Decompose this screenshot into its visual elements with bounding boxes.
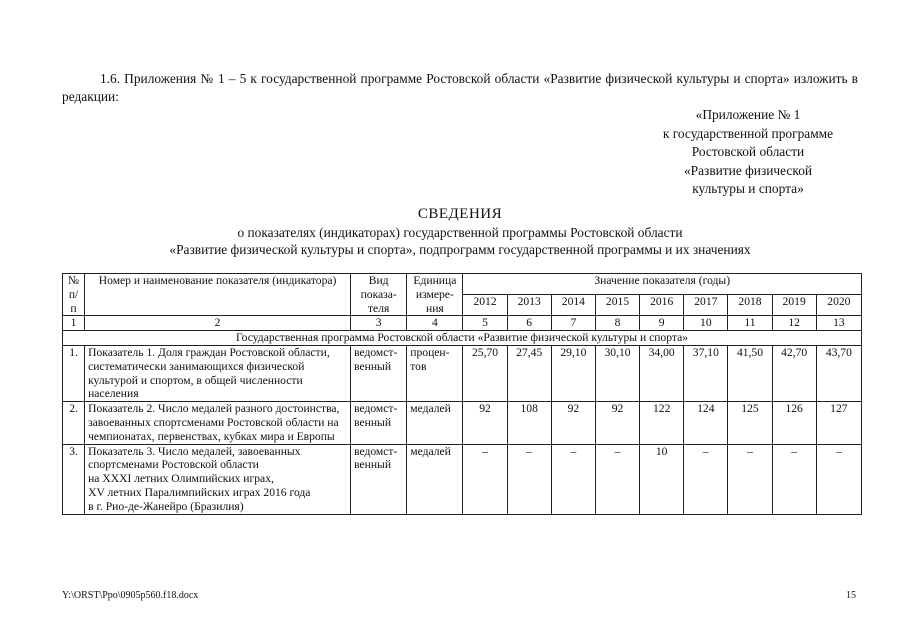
row-value: – <box>684 444 728 514</box>
header-num: № п/п <box>63 274 85 316</box>
row-value: 122 <box>640 402 684 444</box>
header-year: 2012 <box>463 295 507 316</box>
row-name: Показатель 2. Число медалей разного достоинства, завоеванных спортсменами Ростовской области на чемпионатах, первенствах, кубках мира и Европы <box>85 402 351 444</box>
row-unit: медалей <box>407 402 463 444</box>
row-value: 30,10 <box>595 345 639 401</box>
intro-paragraph: 1.6. Приложения № 1 – 5 к государственной программе Ростовской области «Развитие физической культуры и спорта» изложить в редакции: <box>62 71 858 104</box>
row-value: 124 <box>684 402 728 444</box>
header-year: 2017 <box>684 295 728 316</box>
row-unit: медалей <box>407 444 463 514</box>
row-unit: процен-тов <box>407 345 463 401</box>
row-value: 92 <box>551 402 595 444</box>
table-row <box>63 444 862 514</box>
row-value: – <box>507 444 551 514</box>
page-number: 15 <box>846 590 856 601</box>
row-value: – <box>728 444 772 514</box>
column-number: 3 <box>351 316 407 331</box>
header-year: 2019 <box>772 295 816 316</box>
row-value: 92 <box>595 402 639 444</box>
header-values-group: Значение показателя (годы) <box>463 274 862 295</box>
row-name <box>85 444 351 514</box>
document-subtitle-line1: о показателях (индикаторах) государственной программы Ростовской области <box>237 225 683 240</box>
section-title: Государственная программа Ростовской области «Развитие физической культуры и спорта» <box>63 331 862 346</box>
section-row <box>63 331 862 346</box>
footer-file-path: Y:\ORST\Ppo\0905p560.f18.docx <box>62 590 199 601</box>
column-number: 10 <box>684 316 728 331</box>
row-value: – <box>551 444 595 514</box>
table-row <box>63 402 862 444</box>
indicators-table <box>62 273 862 515</box>
header-kind: Вид показа-теля <box>351 274 407 316</box>
row-value: 27,45 <box>507 345 551 401</box>
row-kind: ведомст-венный <box>351 345 407 401</box>
header-year: 2014 <box>551 295 595 316</box>
column-numbers-row <box>63 316 862 331</box>
column-number: 1 <box>63 316 85 331</box>
row-name-line: Показатель 3. Число медалей, завоеванных спортсменами Ростовской области <box>88 444 301 472</box>
header-year: 2020 <box>816 295 861 316</box>
row-value: 42,70 <box>772 345 816 401</box>
appendix-line: культуры и спорта» <box>692 181 804 196</box>
appendix-line: к государственной программе <box>662 125 834 141</box>
row-value: 127 <box>816 402 861 444</box>
row-name: Показатель 1. Доля граждан Ростовской области, систематически занимающихся физической культурой и спортом, в общей численности населения <box>85 345 351 401</box>
appendix-line: Ростовской области <box>691 144 805 159</box>
column-number: 6 <box>507 316 551 331</box>
row-value: 37,10 <box>684 345 728 401</box>
header-unit: Единица измере-ния <box>407 274 463 316</box>
header-year: 2013 <box>507 295 551 316</box>
column-number: 7 <box>551 316 595 331</box>
row-value: 10 <box>640 444 684 514</box>
row-name-line: в г. Рио-де-Жанейро (Бразилия) <box>88 499 244 513</box>
header-year: 2018 <box>728 295 772 316</box>
row-num: 3. <box>63 444 85 514</box>
header-year: 2016 <box>640 295 684 316</box>
row-value: 25,70 <box>463 345 507 401</box>
column-number: 11 <box>728 316 772 331</box>
table-row <box>63 345 862 401</box>
column-number: 12 <box>772 316 816 331</box>
row-kind: ведомст-венный <box>351 402 407 444</box>
column-number: 2 <box>85 316 351 331</box>
row-value: – <box>595 444 639 514</box>
header-name: Номер и наименование показателя (индикатора) <box>85 274 351 316</box>
row-name-line: на XXXI летних Олимпийских играх, <box>88 472 274 486</box>
document-title: СВЕДЕНИЯ <box>417 206 503 222</box>
table-header-row <box>63 274 862 295</box>
row-value: – <box>816 444 861 514</box>
column-number: 8 <box>595 316 639 331</box>
document-subtitle-line2: «Развитие физической культуры и спорта», подпрограмм государственной программы и их значениях <box>169 242 751 257</box>
row-value: – <box>772 444 816 514</box>
row-value: 92 <box>463 402 507 444</box>
appendix-line: «Развитие физической <box>683 162 813 178</box>
row-value: 108 <box>507 402 551 444</box>
column-number: 13 <box>816 316 861 331</box>
row-kind: ведомст-венный <box>351 444 407 514</box>
row-num: 1. <box>63 345 85 401</box>
row-value: – <box>463 444 507 514</box>
column-number: 4 <box>407 316 463 331</box>
column-number: 9 <box>640 316 684 331</box>
column-number: 5 <box>463 316 507 331</box>
row-value: 126 <box>772 402 816 444</box>
row-name-line: XV летних Паралимпийских играх 2016 года <box>88 485 311 499</box>
appendix-reference <box>640 106 856 199</box>
appendix-line: «Приложение № 1 <box>695 107 801 122</box>
row-value: 34,00 <box>640 345 684 401</box>
row-value: 43,70 <box>816 345 861 401</box>
header-year: 2015 <box>595 295 639 316</box>
row-num: 2. <box>63 402 85 444</box>
row-value: 41,50 <box>728 345 772 401</box>
row-value: 29,10 <box>551 345 595 401</box>
row-value: 125 <box>728 402 772 444</box>
